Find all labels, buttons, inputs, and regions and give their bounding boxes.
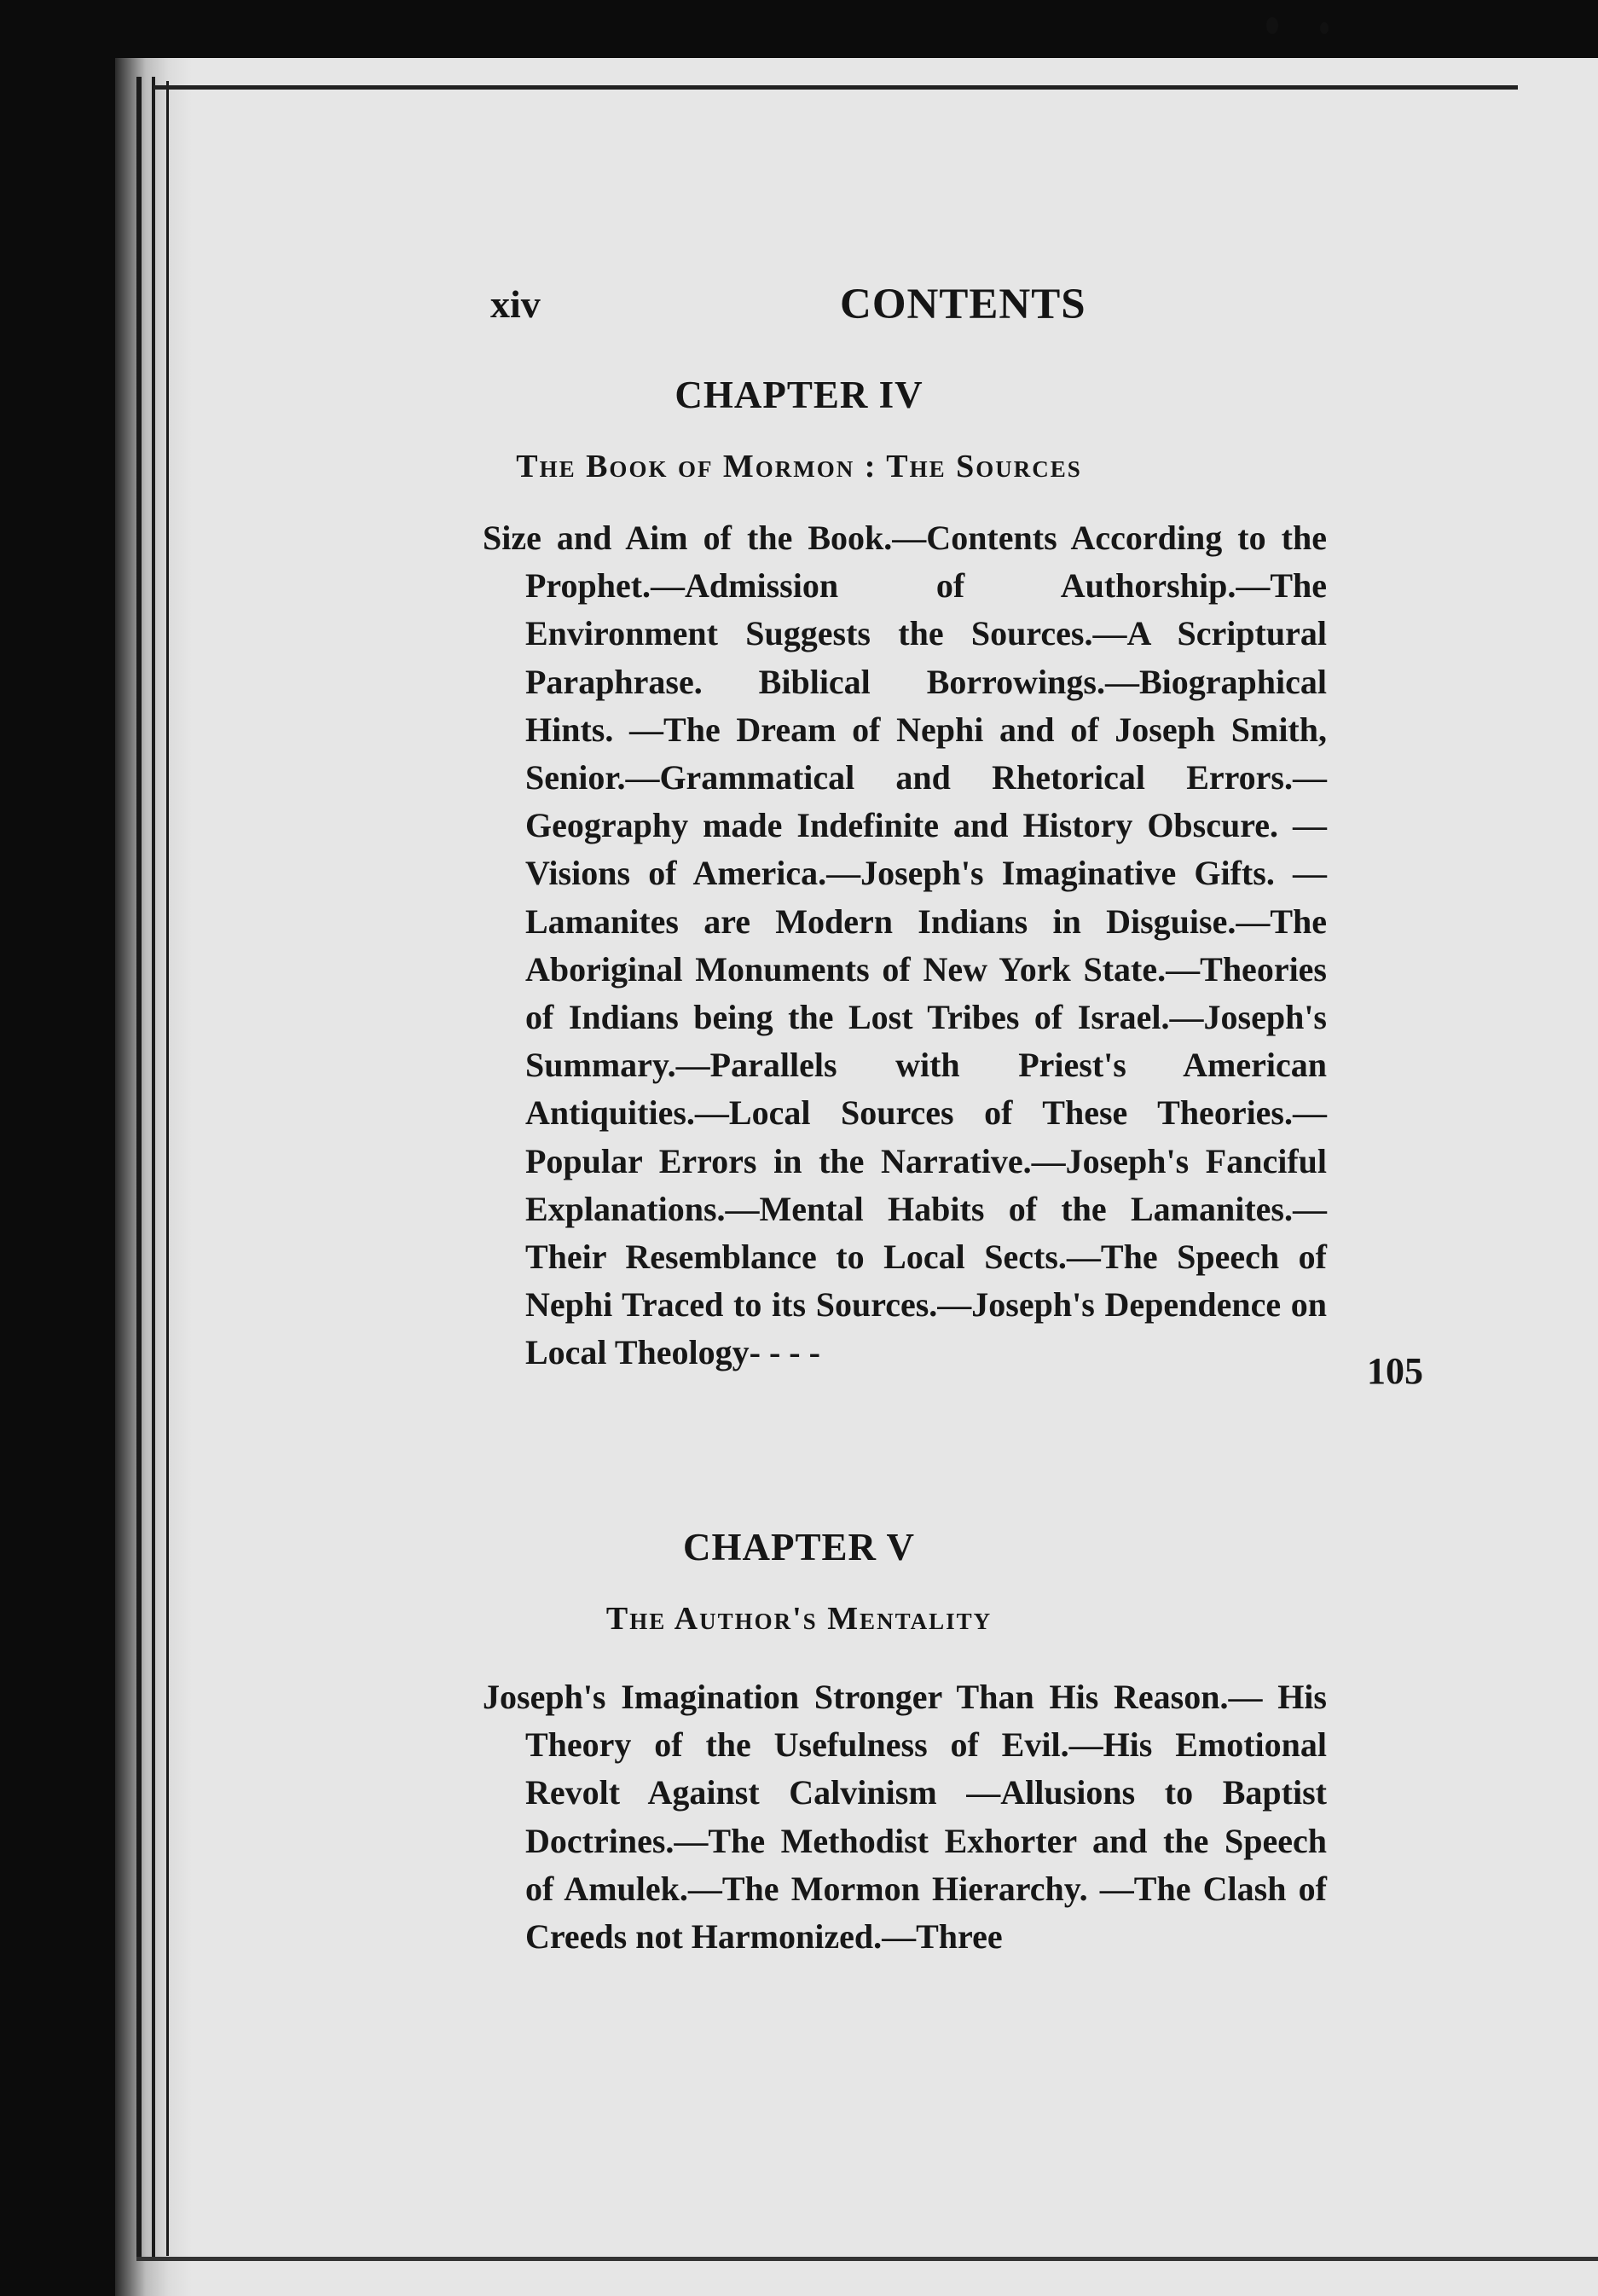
scan-speck: [1320, 22, 1329, 34]
chapter-synopsis: [483, 1673, 1327, 1961]
synopsis-text: Joseph's Imagination Stronger Than His Reason.— His Theory of the Usefulness of Evil.—His Emotional Revolt Against Calvinism —Allusions to Baptist Doctrines.—The Methodist Exhorter and the Speech of Amulek.—The Mormon Hierarchy. —The Clash of Creeds not Harmonized.—Three: [483, 1678, 1327, 1957]
synopsis-text: Size and Aim of the Book.—Contents According to the Prophet.—Admission of Authorship.—The Environment Suggests the Sources.—A Scriptural Paraphrase. Biblical Borrowings.—Biographical Hints. —The Dream of Nephi and of Joseph Smith, Senior.—Grammatical and Rhetorical Errors.— Geography made Indefinite and History Obscure. —Visions of America.—Joseph's Imaginative Gifts. —Lamanites are Modern Indians in Disguise.—The Aboriginal Monuments of New York State.—Theories of Indians being the Lost Tribes of Israel.—Joseph's Summary.—Parallels with Priest's American Antiquities.—Local Sources of These Theories.— Popular Errors in the Narrative.—Joseph's Fanciful Explanations.—Mental Habits of the Lamanites.— Their Resemblance to Local Sects.—The Speech of Nephi Traced to its Sources.—Joseph's Dependence on Local Theology: [483, 519, 1327, 1372]
bottom-edge-rule: [136, 2257, 1598, 2261]
chapter-synopsis: [483, 514, 1327, 1377]
chapter-heading: CHAPTER V: [683, 1526, 915, 1568]
running-head: [0, 281, 1598, 333]
page-folio: xiv: [490, 282, 541, 326]
chapter-title: The Author's Mentality: [605, 1601, 993, 1637]
chapter-heading: CHAPTER IV: [675, 374, 923, 416]
top-edge-rule: [153, 85, 1518, 90]
running-title: CONTENTS: [840, 281, 1086, 328]
chapter-title: The Book of Mormon : The Sources: [516, 449, 1082, 484]
scan-speck: [1266, 17, 1278, 34]
dot-leader: - - - -: [749, 1333, 820, 1372]
chapter-page-number: 105: [1367, 1350, 1423, 1392]
